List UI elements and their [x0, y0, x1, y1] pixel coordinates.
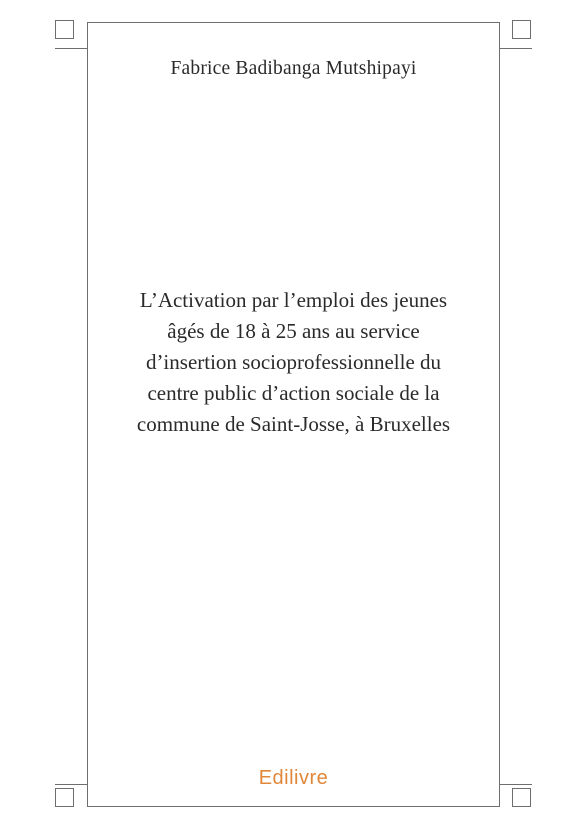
title-line: centre public d’action sociale de la	[147, 381, 440, 405]
frame-tr-h	[499, 48, 532, 49]
author-name: Fabrice Badibanga Mutshipayi	[170, 58, 417, 79]
title-line: commune de Saint-Josse, à Bruxelles	[136, 412, 451, 436]
corner-box-bottom-left	[55, 788, 74, 807]
frame-tr-v	[499, 22, 500, 49]
title-line: L’Activation par l’emploi des jeunes	[139, 288, 448, 312]
frame-tl-h	[55, 48, 88, 49]
frame-top-line	[88, 22, 499, 23]
title-line: d’insertion socioprofessionnelle du	[145, 350, 442, 374]
book-title	[80, 285, 507, 440]
corner-box-bottom-right	[512, 788, 531, 807]
publisher-name: Edilivre	[258, 767, 329, 789]
title-line: âgés de 18 à 25 ans au service	[167, 319, 420, 343]
corner-box-top-left	[55, 20, 74, 39]
frame-bottom-line	[88, 806, 499, 807]
frame-tl-v	[87, 22, 88, 49]
publisher-logo	[0, 767, 587, 790]
corner-box-top-right	[512, 20, 531, 39]
